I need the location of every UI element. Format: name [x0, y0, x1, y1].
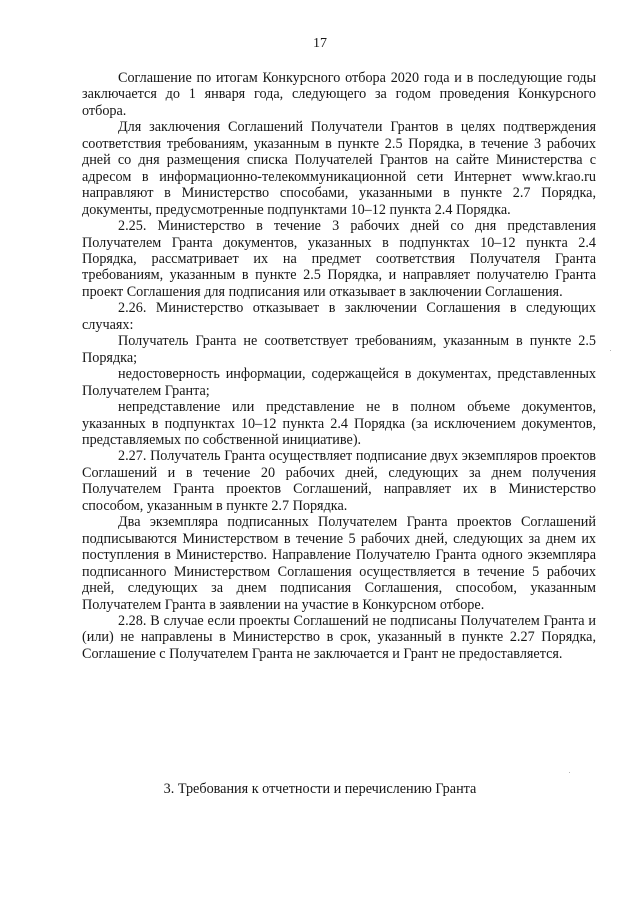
paragraph-2-28: 2.28. В случае если проекты Соглашений не подписаны Получателем Гранта и (или) не направлены в Министерство в срок, указанный в пункте 2.27 Порядка, Соглашение с Получателем Гранта не заключается и Грант не предоставляется. [82, 612, 596, 662]
refusal-reason-3: непредставление или представление не в полном объеме документов, указанных в подпунктах 10–12 пункта 2.4 Порядка (за исключением документов, представляемых по собственной инициативе). [82, 399, 596, 448]
scan-speck [610, 350, 611, 351]
refusal-reason-1: Получатель Гранта не соответствует требованиям, указанным в пункте 2.5 Порядка; [82, 333, 596, 366]
paragraph-signed-copies: Два экземпляра подписанных Получателем Гранта проектов Соглашений подписываются Министерством в течение 5 рабочих дней, следующих за днем их поступления в Министерство. Направление Получателю Гранта одного экземпляра подписанного Министерством Соглашения осуществляется в течение 5 рабочих дней, следующих за днем подписания Соглашения, способом, указанным Получателем Гранта в заявлении на участие в Конкурсном отборе. [82, 514, 596, 613]
paragraph-2-27: 2.27. Получатель Гранта осуществляет подписание двух экземпляров проектов Соглашений и в течение 20 рабочих дней, следующих за днем получения Получателем Гранта проектов Соглашений, направляет их в Министерство способом, указанным в пункте 2.7 Порядка. [82, 448, 596, 514]
refusal-reason-2: недостоверность информации, содержащейся в документах, представленных Получателем Гранта; [82, 366, 596, 399]
paragraph-2-26: 2.26. Министерство отказывает в заключении Соглашения в следующих случаях: [82, 300, 596, 333]
scan-speck [569, 772, 570, 773]
paragraph-agreement-term: Соглашение по итогам Конкурсного отбора 2020 года и в последующие годы заключается до 1 января года, следующего за годом проведения Конкурсного отбора. [82, 70, 596, 119]
document-body [82, 70, 596, 662]
paragraph-documents-submission: Для заключения Соглашений Получатели Грантов в целях подтверждения соответствия требованиям, указанным в пункте 2.5 Порядка, в течение 3 рабочих дней со дня размещения списка Получателей Грантов на сайте Министерства с адресом в информационно-телекоммуникационной сети Интернет www.krao.ru направляют в Министерство способами, указанными в пункте 2.7 Порядка, документы, предусмотренные подпунктами 10–12 пункта 2.4 Порядка. [82, 119, 596, 218]
paragraph-2-25: 2.25. Министерство в течение 3 рабочих дней со дня представления Получателем Гранта документов, указанных в подпунктах 10–12 пункта 2.4 Порядка, рассматривает их на предмет соответствия Получателя Гранта требованиям, указанным в пункте 2.5 Порядка, и направляет получателю Гранта проект Соглашения для подписания или отказывает в заключении Соглашения. [82, 218, 596, 300]
section-heading: 3. Требования к отчетности и перечислению Гранта [163, 781, 477, 797]
page-number: 17 [313, 36, 327, 51]
